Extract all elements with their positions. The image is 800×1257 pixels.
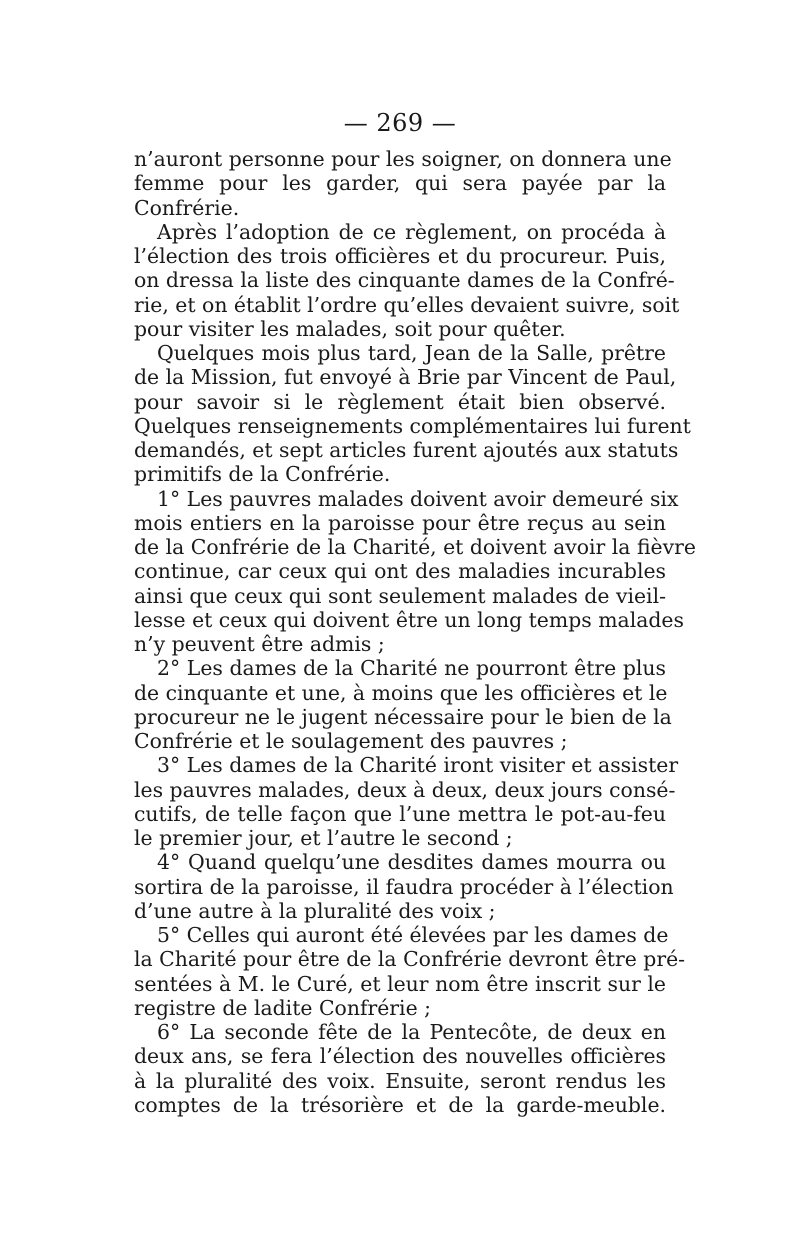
text-line: pour visiter les malades, soit pour quêter. bbox=[134, 316, 566, 341]
text-line: Confrérie et le soulagement des pauvres ; bbox=[134, 729, 568, 753]
page-number: — 269 — bbox=[343, 109, 457, 137]
text-line: les pauvres malades, deux à deux, deux jours consé- bbox=[134, 777, 676, 802]
text-line: le premier jour, et l’autre le second ; bbox=[134, 826, 513, 850]
text-line: Après l’adoption de ce règlement, on procéda à bbox=[157, 219, 666, 244]
text-line: 5° Celles qui auront été élevées par les dames de bbox=[157, 923, 669, 947]
text-line: la Charité pour être de la Confrérie devront être pré- bbox=[134, 947, 686, 972]
text-line: Confrérie. bbox=[134, 195, 240, 220]
text-line: à la pluralité des voix. Ensuite, seront rendus les bbox=[134, 1068, 666, 1093]
text-line: de la Confrérie de la Charité, et doivent avoir la fièvre bbox=[134, 535, 696, 559]
text-line: mois entiers en la paroisse pour être reçus au sein bbox=[134, 510, 666, 535]
text-line: lesse et ceux qui doivent être un long temps malades bbox=[134, 607, 684, 632]
text-line: on dressa la liste des cinquante dames de la Confré- bbox=[134, 268, 675, 293]
text-line: cutifs, de telle façon que l’une mettra le pot-au-feu bbox=[134, 801, 666, 826]
text-line: 1° Les pauvres malades doivent avoir demeuré six bbox=[157, 486, 679, 511]
text-line: n’y peuvent être admis ; bbox=[134, 632, 385, 656]
text-line: femme pour les garder, qui sera payée par la bbox=[134, 171, 666, 196]
body-text bbox=[134, 147, 696, 1117]
text-line: demandés, et sept articles furent ajoutés aux statuts bbox=[134, 438, 679, 462]
text-line: Quelques renseignements complémentaires lui furent bbox=[134, 413, 691, 438]
text-line: 6° La seconde fête de la Pentecôte, de deux en bbox=[157, 1020, 666, 1044]
text-line: rie, et on établit l’ordre qu’elles devaient suivre, soit bbox=[134, 292, 680, 317]
text-line: ainsi que ceux qui sont seulement malades de vieil- bbox=[134, 583, 666, 608]
text-line: 4° Quand quelqu’une desdites dames mourra ou bbox=[157, 850, 666, 875]
text-line: d’une autre à la pluralité des voix ; bbox=[134, 898, 496, 923]
text-line: continue, car ceux qui ont des maladies incurables bbox=[134, 559, 666, 584]
text-line: procureur ne le jugent nécessaire pour le bien de la bbox=[134, 704, 672, 729]
text-line: Quelques mois plus tard, Jean de la Salle, prêtre bbox=[157, 341, 666, 365]
text-line: pour savoir si le règlement était bien observé. bbox=[134, 389, 666, 414]
text-line: comptes de la trésorière et de la garde-meuble. bbox=[134, 1092, 666, 1117]
text-line: registre de ladite Confrérie ; bbox=[134, 995, 431, 1020]
text-line: sentées à M. le Curé, et leur nom être inscrit sur le bbox=[134, 971, 666, 996]
text-line: 2° Les dames de la Charité ne pourront être plus bbox=[157, 656, 666, 681]
text-line: 3° Les dames de la Charité iront visiter et assister bbox=[157, 753, 679, 778]
text-line: primitifs de la Confrérie. bbox=[134, 462, 391, 487]
text-line: de la Mission, fut envoyé à Brie par Vincent de Paul, bbox=[134, 365, 677, 390]
text-line: n’auront personne pour les soigner, on donnera une bbox=[134, 147, 672, 171]
text-line: de cinquante et une, à moins que les officières et le bbox=[134, 680, 668, 705]
text-line: sortira de la paroisse, il faudra procéder à l’élection bbox=[134, 874, 674, 899]
text-line: deux ans, se fera l’élection des nouvelles officières bbox=[134, 1044, 666, 1069]
text-line: l’élection des trois officières et du procureur. Puis, bbox=[134, 244, 666, 268]
